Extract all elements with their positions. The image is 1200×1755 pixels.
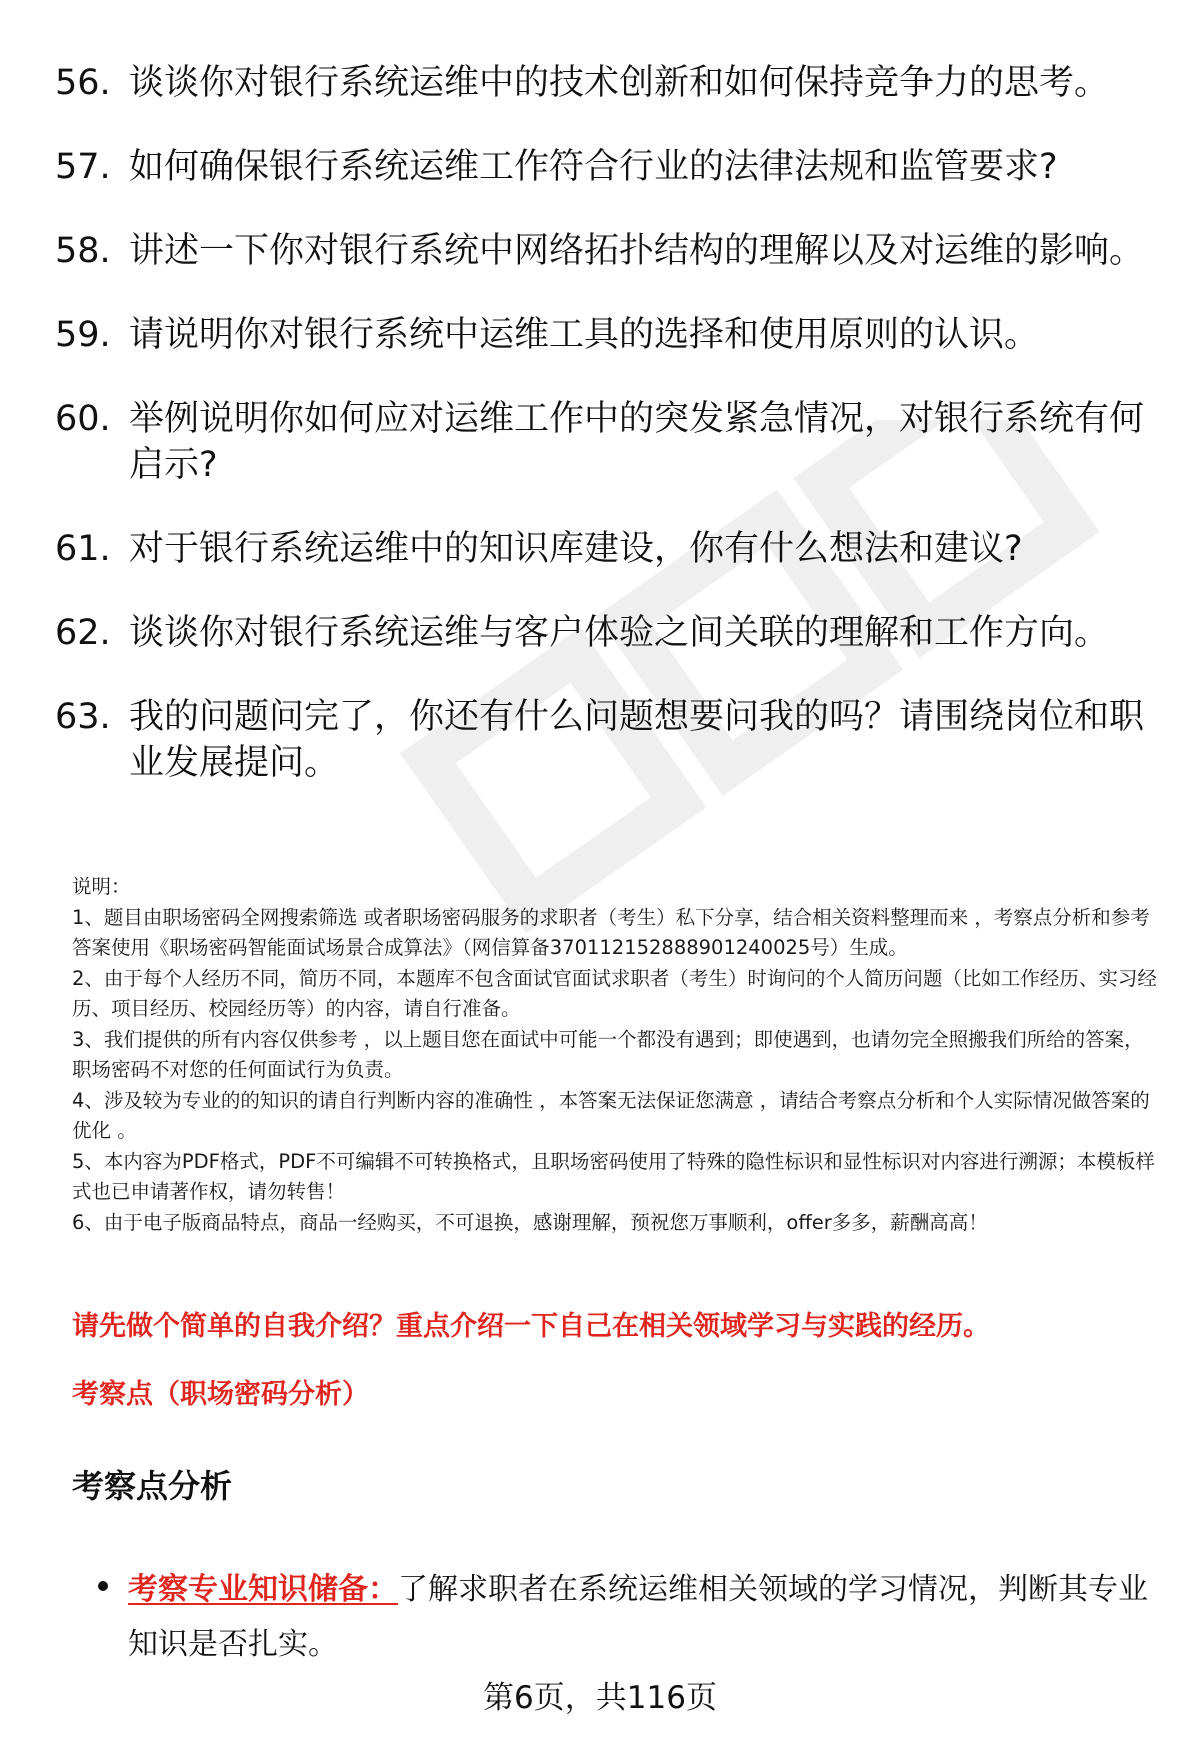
question-number: 57. bbox=[55, 147, 111, 187]
question-item bbox=[55, 60, 1145, 106]
question-number: 63. bbox=[55, 697, 111, 737]
note-item: 3、我们提供的所有内容仅供参考 ，以上题目您在面试中可能一个都没有遇到；即使遇到，也请勿完全照搬我们所给的答案，职场密码不对您的任何面试行为负责。 bbox=[72, 1027, 1144, 1081]
page-footer: 第6页，共116页 bbox=[483, 1680, 717, 1716]
question-item bbox=[55, 144, 1145, 190]
question-text: 谈谈你对银行系统运维中的技术创新和如何保持竞争力的思考。 bbox=[129, 63, 1110, 103]
question-item bbox=[55, 228, 1145, 274]
bullet-body: 了解求职者在系统运维相关领域的学习情况，判断其专业知识是否扎实。 bbox=[128, 1572, 1148, 1662]
intro-question: 请先做个简单的自我介绍？重点介绍一下自己在相关领域学习与实践的经历。 bbox=[72, 1311, 990, 1342]
note-item: 2、由于每个人经历不同，简历不同，本题库不包含面试官面试求职者（考生）时询问的个人简历问题（比如工作经历、实习经历、项目经历、校园经历等）的内容，请自行准备。 bbox=[72, 966, 1157, 1020]
question-text: 举例说明你如何应对运维工作中的突发紧急情况，对银行系统有何启示? bbox=[129, 399, 1145, 485]
question-number: 59. bbox=[55, 315, 111, 355]
question-text: 谈谈你对银行系统运维与客户体验之间关联的理解和工作方向。 bbox=[129, 613, 1110, 653]
notes-block bbox=[72, 872, 1157, 1238]
question-item bbox=[55, 694, 1145, 786]
question-text: 我的问题问完了，你还有什么问题想要问我的吗？请围绕岗位和职业发展提问。 bbox=[129, 697, 1145, 783]
notes-title: 说明： bbox=[72, 875, 131, 898]
note-item: 4、涉及较为专业的的知识的请自行判断内容的准确性 ，本答案无法保证您满意 ，请结合考察点分析和个人实际情况做答案的优化 。 bbox=[72, 1088, 1150, 1142]
question-item bbox=[55, 396, 1145, 488]
question-number: 60. bbox=[55, 399, 111, 439]
question-item bbox=[55, 526, 1145, 572]
bullet-key: 考察专业知识储备： bbox=[128, 1572, 398, 1607]
question-number: 56. bbox=[55, 63, 111, 103]
bullet-dot-icon bbox=[98, 1581, 108, 1591]
question-text: 对于银行系统运维中的知识库建设，你有什么想法和建议? bbox=[129, 529, 1023, 569]
analysis-bullet bbox=[98, 1562, 1148, 1672]
note-item: 5、本内容为PDF格式，PDF不可编辑不可转换格式，且职场密码使用了特殊的隐性标识和显性标识对内容进行溯源；本模板样式也已申请著作权，请勿转售！ bbox=[72, 1149, 1155, 1203]
question-text: 讲述一下你对银行系统中网络拓扑结构的理解以及对运维的影响。 bbox=[129, 231, 1145, 271]
question-list bbox=[55, 60, 1145, 824]
bullet-text bbox=[128, 1562, 1148, 1672]
question-item bbox=[55, 610, 1145, 656]
note-item: 6、由于电子版商品特点，商品一经购买，不可退换，感谢理解，预祝您万事顺利，offer多多，薪酬高高！ bbox=[72, 1210, 988, 1234]
section-title: 考察点分析 bbox=[72, 1467, 233, 1505]
question-text: 请说明你对银行系统中运维工具的选择和使用原则的认识。 bbox=[129, 315, 1040, 355]
question-number: 62. bbox=[55, 613, 111, 653]
question-item bbox=[55, 312, 1145, 358]
note-item: 1、题目由职场密码全网搜索筛选 或者职场密码服务的求职者（考生）私下分享，结合相关资料整理而来 ，考察点分析和参考答案使用《职场密码智能面试场景合成算法》（网信算备370112152888901240025号）生成。 bbox=[72, 905, 1150, 959]
analysis-subtitle: 考察点（职场密码分析） bbox=[72, 1379, 369, 1410]
question-number: 61. bbox=[55, 529, 111, 569]
question-number: 58. bbox=[55, 231, 111, 271]
question-text: 如何确保银行系统运维工作符合行业的法律法规和监管要求? bbox=[129, 147, 1058, 187]
